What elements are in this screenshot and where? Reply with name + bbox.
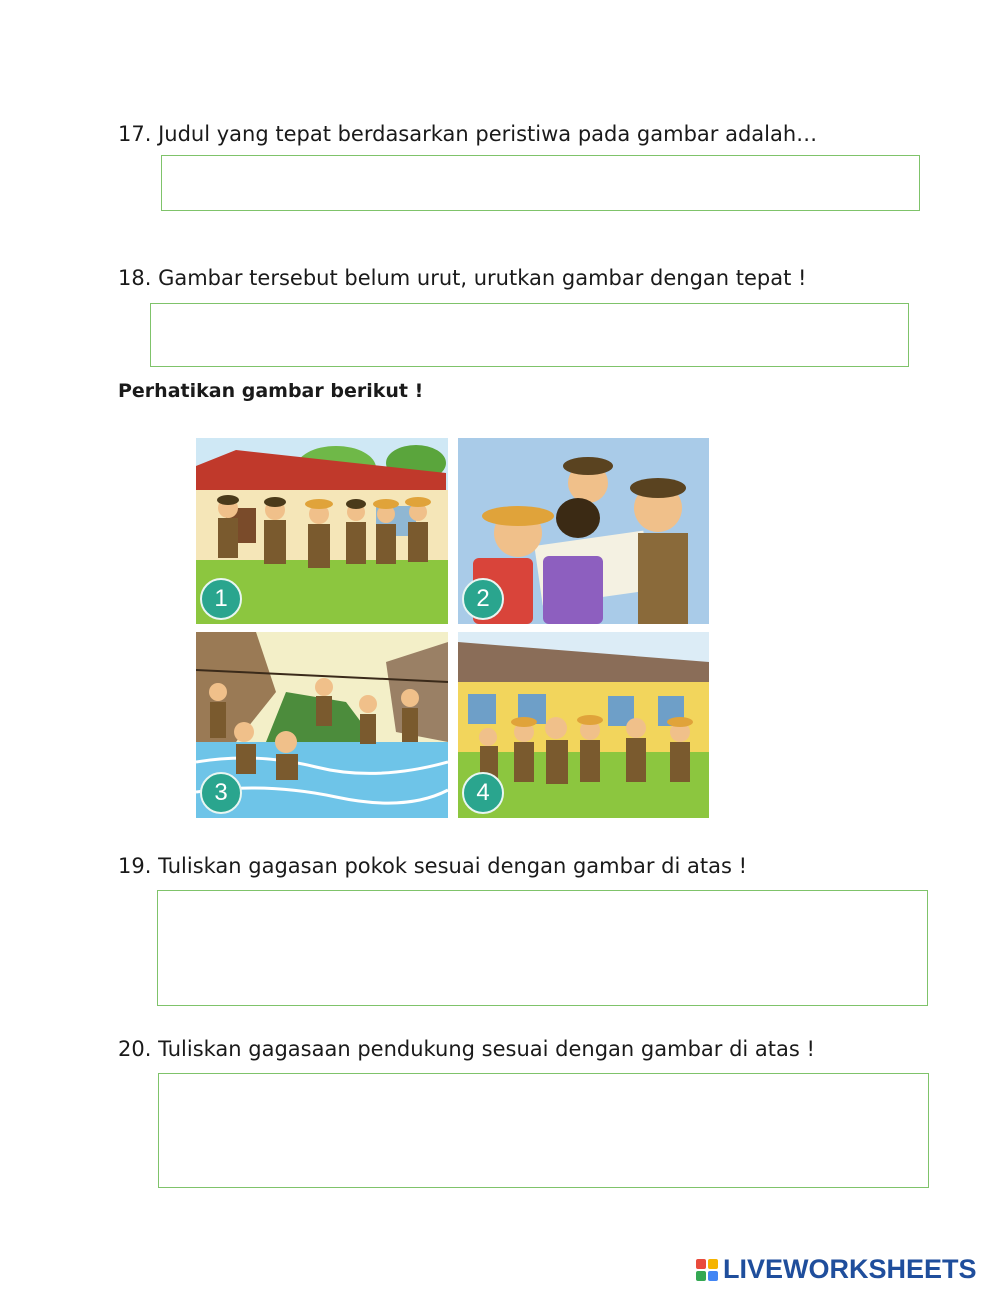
question-18: 18. Gambar tersebut belum urut, urutkan gambar dengan tepat ! (118, 266, 807, 290)
answer-18-field[interactable] (150, 303, 909, 367)
picture-panel-1 (196, 438, 448, 624)
picture-panel-3 (196, 632, 448, 818)
instruction-heading: Perhatikan gambar berikut ! (118, 380, 424, 402)
question-19: 19. Tuliskan gagasan pokok sesuai dengan gambar di atas ! (118, 854, 747, 878)
logo-text: LIVEWORKSHEETS (723, 1254, 977, 1284)
answer-17-field[interactable] (161, 155, 920, 211)
panel-number-badge: 1 (200, 578, 242, 620)
picture-panel-2 (458, 438, 709, 624)
panel-number-badge: 3 (200, 772, 242, 814)
question-17: 17. Judul yang tepat berdasarkan peristiwa pada gambar adalah… (118, 122, 818, 146)
logo-tiles-icon (696, 1259, 718, 1281)
panel-number-badge: 2 (462, 578, 504, 620)
answer-20-field[interactable] (158, 1073, 929, 1188)
liveworksheets-logo[interactable] (696, 1254, 977, 1285)
panel-number-badge: 4 (462, 772, 504, 814)
answer-19-field[interactable] (157, 890, 928, 1006)
picture-panel-4 (458, 632, 709, 818)
question-20: 20. Tuliskan gagasaan pendukung sesuai dengan gambar di atas ! (118, 1037, 815, 1061)
